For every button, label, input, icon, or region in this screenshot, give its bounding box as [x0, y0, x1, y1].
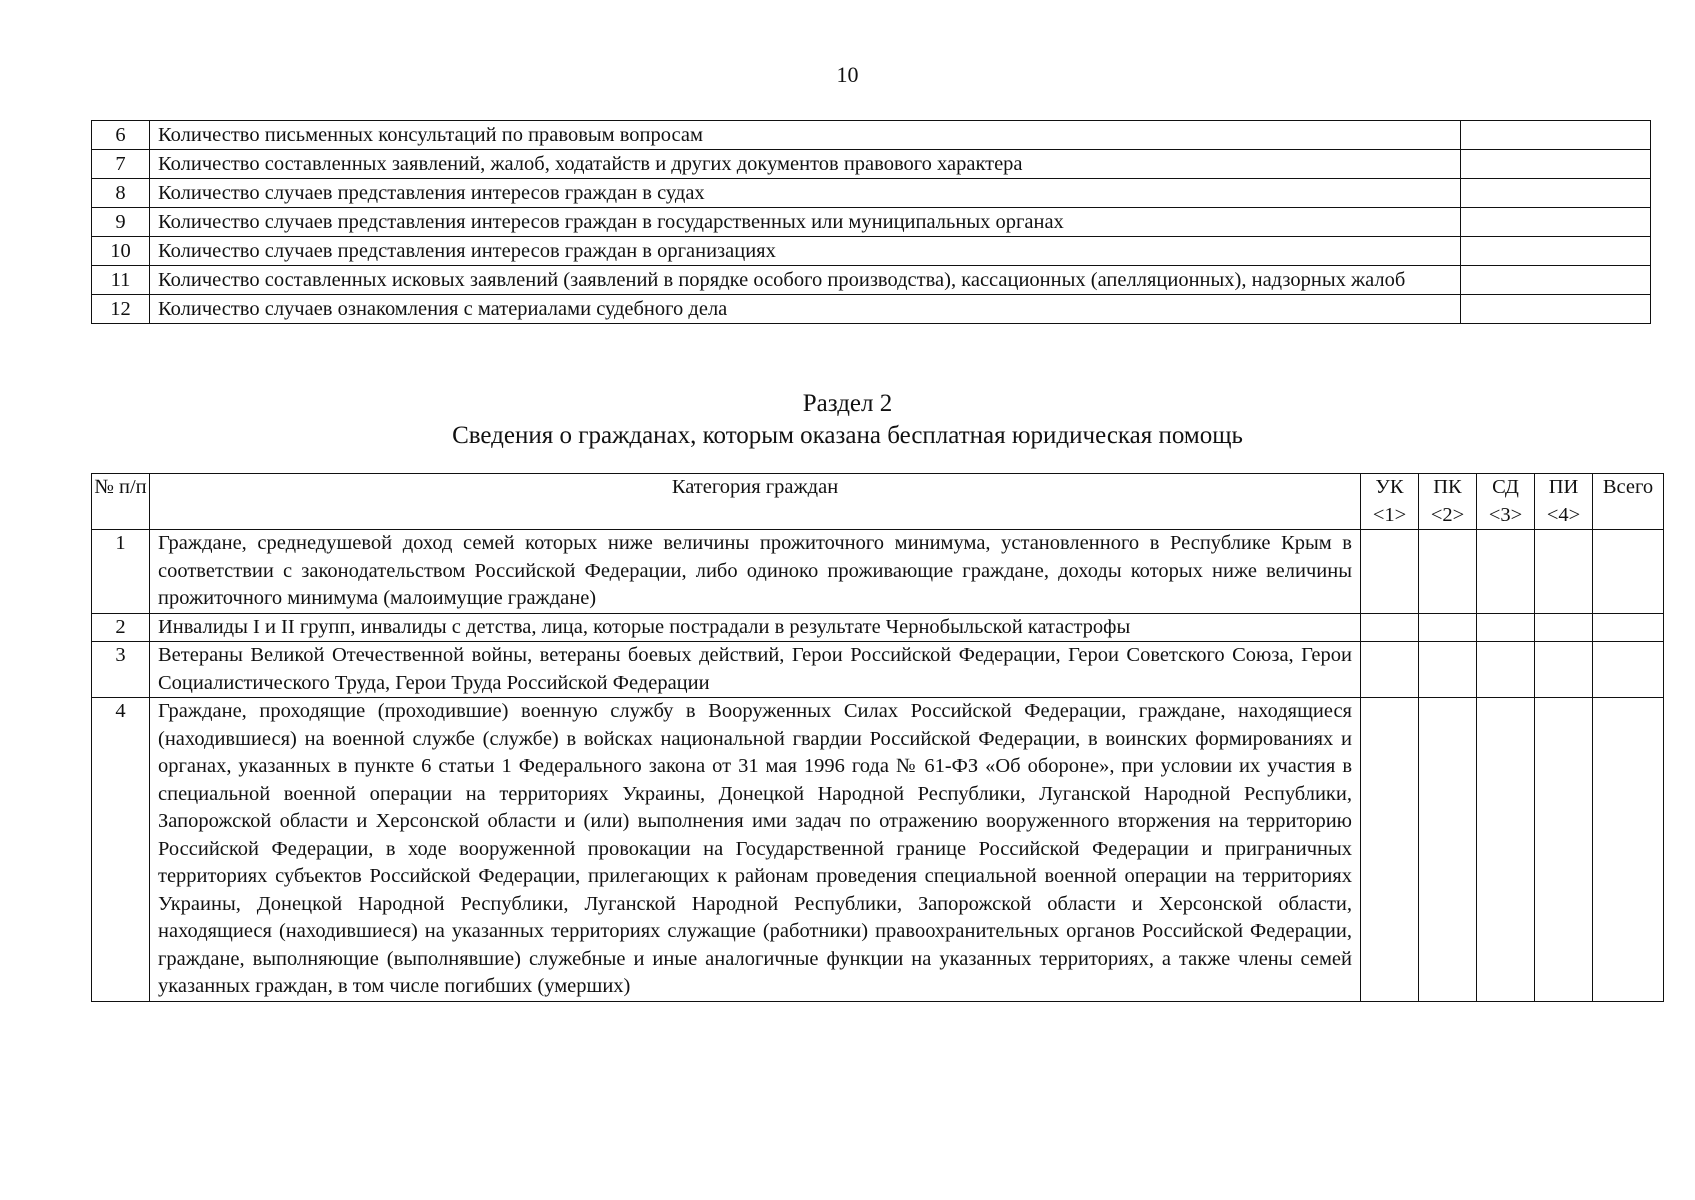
- cell-uk: [1361, 642, 1419, 698]
- cell-pi: [1535, 530, 1593, 614]
- row-value-cell: [1461, 179, 1651, 208]
- cell-total: [1593, 613, 1664, 642]
- cell-total: [1593, 698, 1664, 1002]
- table-row: [92, 179, 1651, 208]
- header-sd: СД <3>: [1477, 474, 1535, 530]
- cell-pk: [1419, 613, 1477, 642]
- section-title: Раздел 2: [802, 390, 893, 417]
- cell-total: [1593, 530, 1664, 614]
- row-number: 10: [92, 237, 150, 266]
- cell-sd: [1477, 642, 1535, 698]
- cell-uk: [1361, 530, 1419, 614]
- row-category: Ветераны Великой Отечественной войны, ветераны боевых действий, Герои Российской Федерации, Герои Советского Союза, Герои Социалистического Труда, Герои Труда Российской Федерации: [150, 642, 1361, 698]
- row-category: Инвалиды I и II групп, инвалиды с детства, лица, которые пострадали в результате Чернобыльской катастрофы: [150, 613, 1361, 642]
- cell-sd: [1477, 530, 1535, 614]
- cell-total: [1593, 642, 1664, 698]
- row-number: 3: [92, 642, 150, 698]
- row-description: Количество случаев ознакомления с материалами судебного дела: [150, 295, 1461, 324]
- table-row: [92, 295, 1651, 324]
- row-description: Количество случаев представления интересов граждан в судах: [150, 179, 1461, 208]
- header-pk: ПК <2>: [1419, 474, 1477, 530]
- row-description: Количество составленных заявлений, жалоб, ходатайств и других документов правового характера: [150, 150, 1461, 179]
- cell-pi: [1535, 642, 1593, 698]
- row-number: 1: [92, 530, 150, 614]
- row-description: Количество случаев представления интересов граждан в государственных или муниципальных органах: [150, 208, 1461, 237]
- header-number: № п/п: [92, 474, 150, 530]
- row-category: Граждане, проходящие (проходившие) военную службу в Вооруженных Силах Российской Федерации, граждане, находящиеся (находившиеся) на военной службе (службе) в войсках национальной гвардии Российской Федерации, в воинских формированиях и органах, указанных в пункте 6 статьи 1 Федерального закона от 31 мая 1996 года № 61-ФЗ «Об обороне», при условии их участия в специальной военной операции на территориях Украины, Донецкой Народной Республики, Луганской Народной Республики, Запорожской области и Херсонской области и (или) выполнения ими задач по отражению вооруженного вторжения на территорию Российской Федерации, в ходе вооруженной провокации на Государственной границе Российской Федерации и приграничных территориях субъектов Российской Федерации, прилегающих к районам проведения специальной военной операции на территориях Украины, Донецкой Народной Республики, Луганской Народной Республики, Запорожской области и Херсонской области, находящиеся (находившиеся) на указанных территориях служащие (работники) правоохранительных органов Российской Федерации, граждане, выполняющие (выполнявшие) служебные и иные аналогичные функции на указанных территориях, а также члены семей указанных граждан, в том числе погибших (умерших): [150, 698, 1361, 1002]
- table-row: [92, 613, 1664, 642]
- table-row: [92, 150, 1651, 179]
- table-row: [92, 698, 1664, 1002]
- cell-pi: [1535, 613, 1593, 642]
- row-value-cell: [1461, 208, 1651, 237]
- row-value-cell: [1461, 237, 1651, 266]
- cell-uk: [1361, 698, 1419, 1002]
- row-value-cell: [1461, 266, 1651, 295]
- table-row: [92, 530, 1664, 614]
- page-number: 10: [836, 62, 859, 87]
- row-number: 9: [92, 208, 150, 237]
- row-number: 4: [92, 698, 150, 1002]
- header-total: Всего: [1593, 474, 1664, 530]
- cell-uk: [1361, 613, 1419, 642]
- row-number: 8: [92, 179, 150, 208]
- statistics-table: [91, 120, 1651, 324]
- row-description: Количество составленных исковых заявлений (заявлений в порядке особого производства), кассационных (апелляционных), надзорных жалоб: [150, 266, 1461, 295]
- row-description: Количество случаев представления интересов граждан в организациях: [150, 237, 1461, 266]
- table-row: [92, 642, 1664, 698]
- cell-sd: [1477, 698, 1535, 1002]
- table-row: [92, 266, 1651, 295]
- row-number: 7: [92, 150, 150, 179]
- row-number: 6: [92, 121, 150, 150]
- table-row: [92, 121, 1651, 150]
- row-description: Количество письменных консультаций по правовым вопросам: [150, 121, 1461, 150]
- row-value-cell: [1461, 150, 1651, 179]
- table-header-row: [92, 474, 1664, 530]
- row-category: Граждане, среднедушевой доход семей которых ниже величины прожиточного минимума, установленного в Республике Крым в соответствии с законодательством Российской Федерации, либо одиноко проживающие граждане, доходы которых ниже величины прожиточного минимума (малоимущие граждане): [150, 530, 1361, 614]
- header-pi: ПИ <4>: [1535, 474, 1593, 530]
- cell-pi: [1535, 698, 1593, 1002]
- table-row: [92, 237, 1651, 266]
- cell-pk: [1419, 530, 1477, 614]
- header-category: Категория граждан: [150, 474, 1361, 530]
- citizens-category-table: [91, 473, 1664, 1002]
- row-number: 11: [92, 266, 150, 295]
- section-subtitle: Сведения о гражданах, которым оказана бесплатная юридическая помощь: [452, 422, 1243, 449]
- table-row: [92, 208, 1651, 237]
- row-value-cell: [1461, 295, 1651, 324]
- cell-pk: [1419, 698, 1477, 1002]
- row-value-cell: [1461, 121, 1651, 150]
- cell-pk: [1419, 642, 1477, 698]
- header-uk: УК <1>: [1361, 474, 1419, 530]
- row-number: 2: [92, 613, 150, 642]
- row-number: 12: [92, 295, 150, 324]
- cell-sd: [1477, 613, 1535, 642]
